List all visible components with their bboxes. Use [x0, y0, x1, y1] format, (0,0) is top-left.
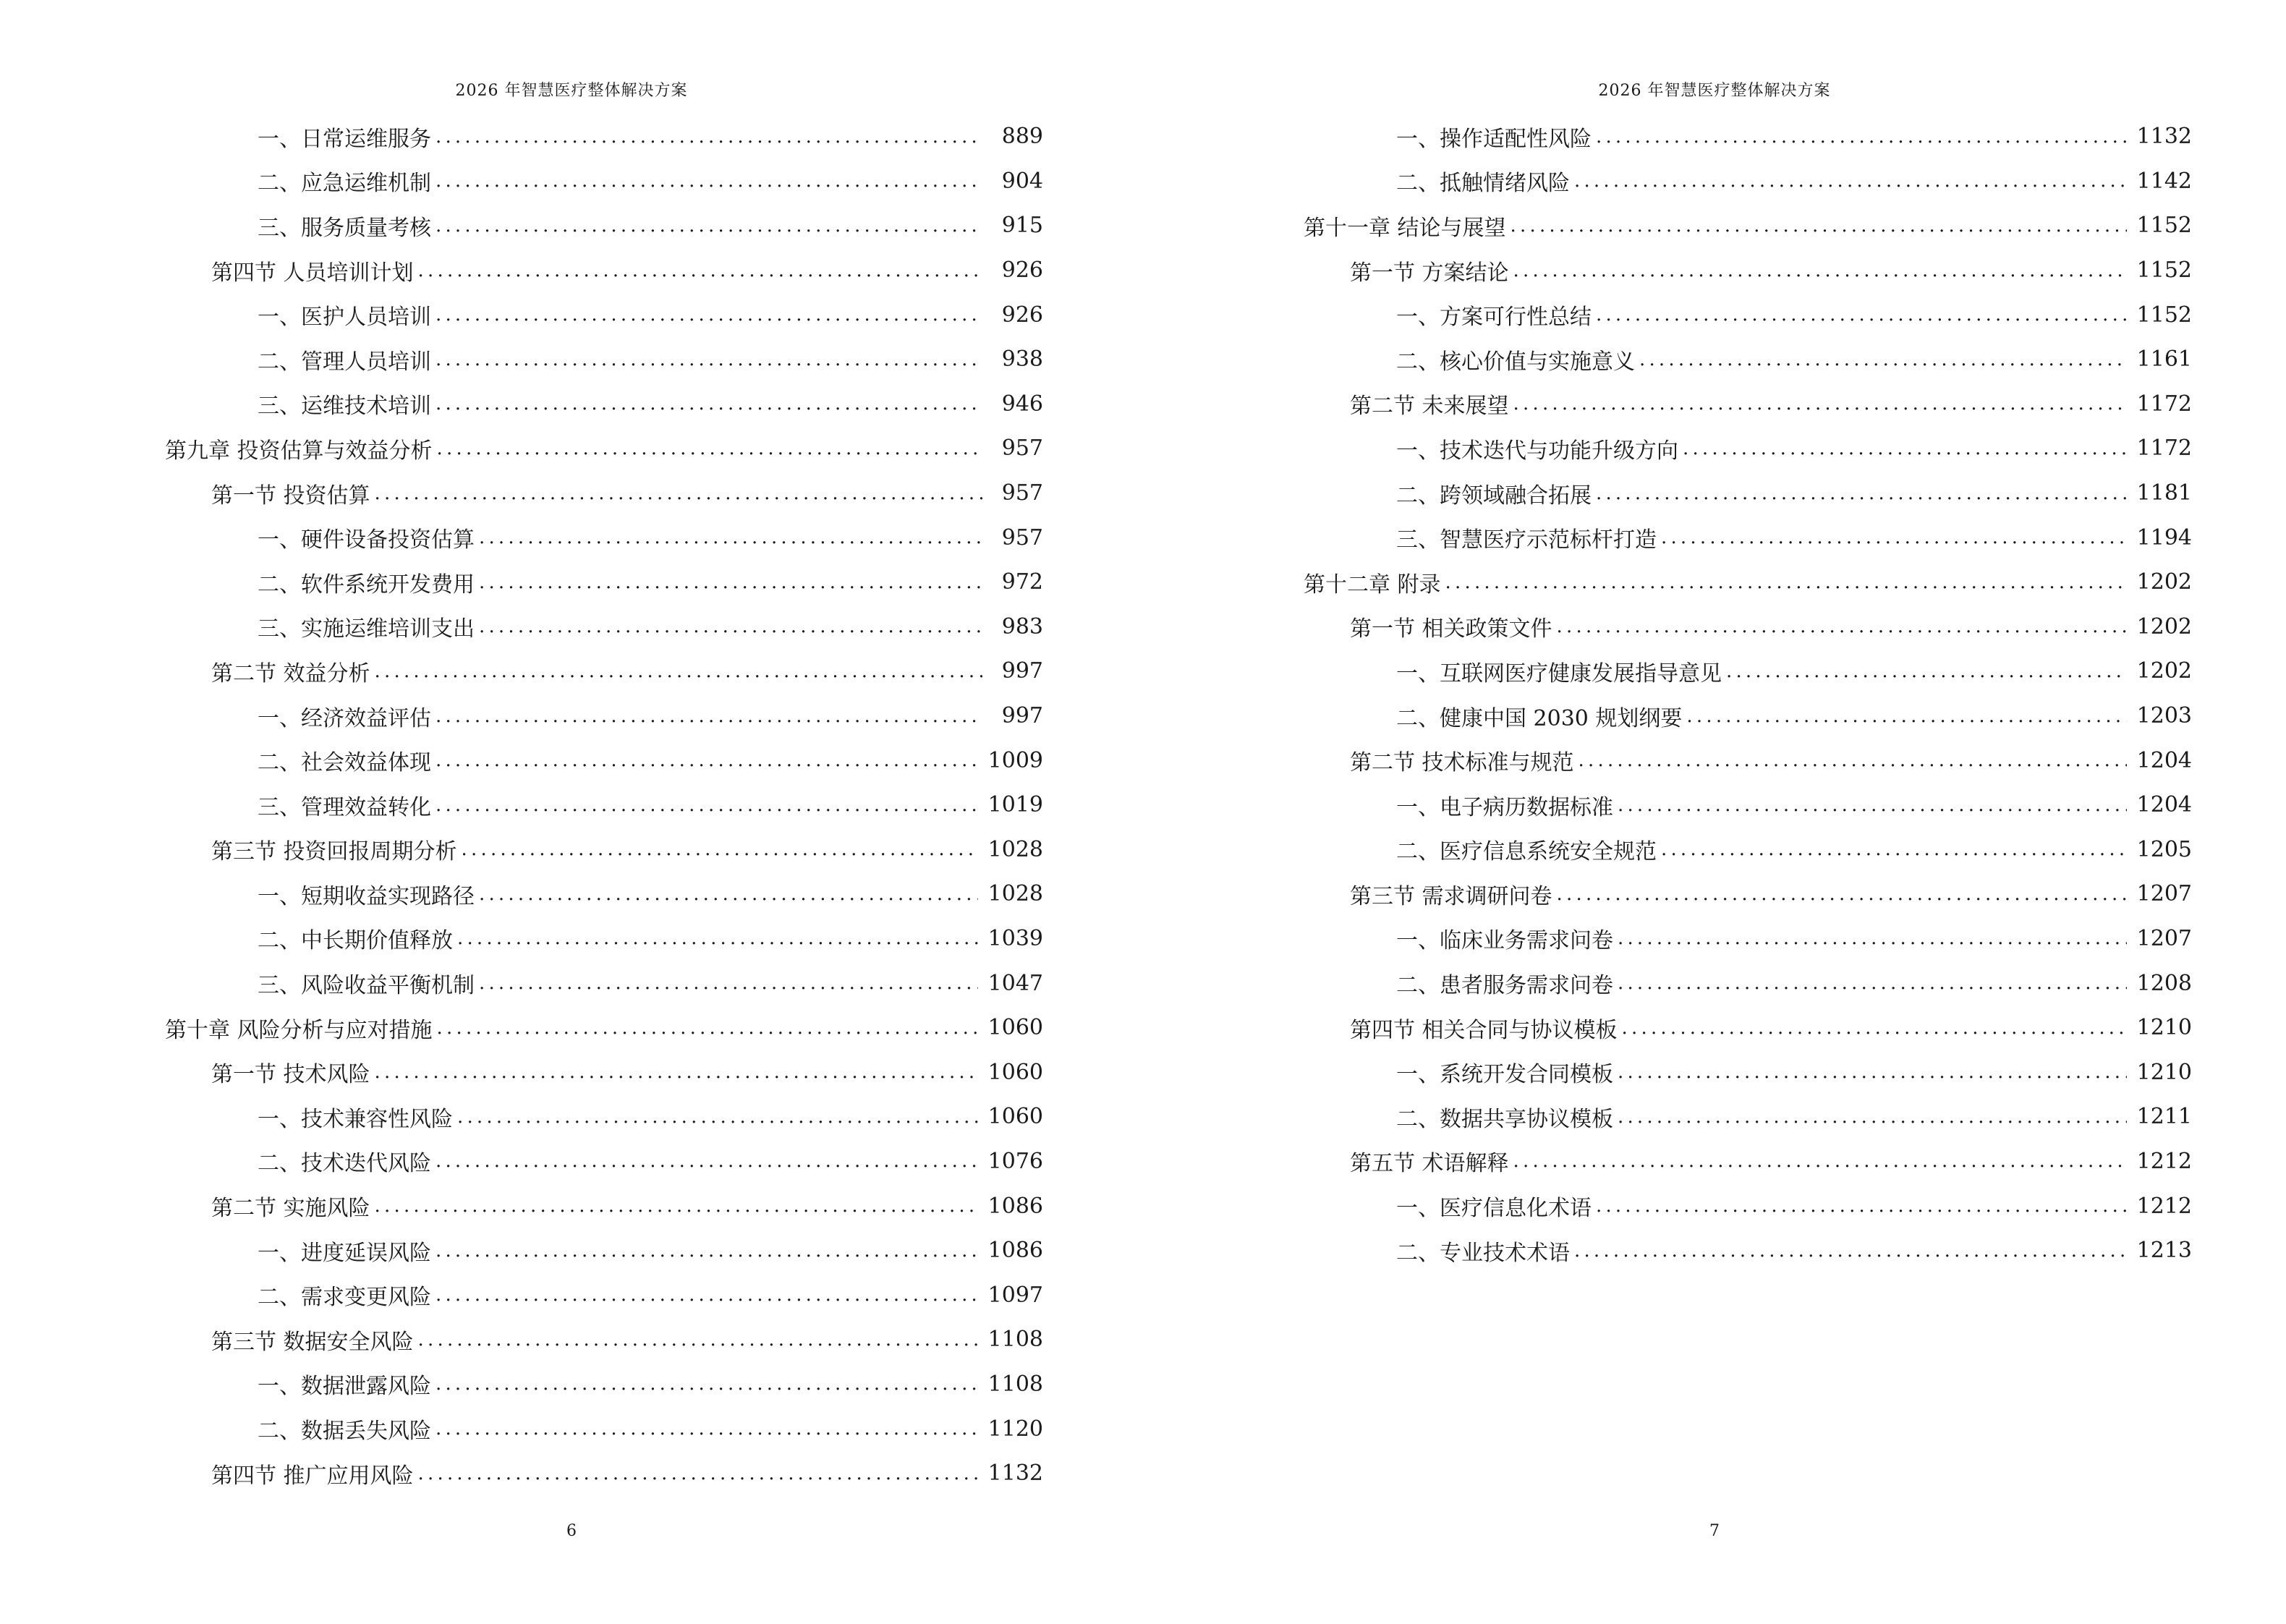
- toc-entry[interactable]: [1304, 560, 2192, 605]
- toc-entry-page-number: 1172: [2136, 435, 2192, 462]
- toc-entry-page-number: 1211: [2136, 1104, 2192, 1130]
- toc-entry-page-number: 904: [1001, 168, 1043, 194]
- page-number: 6: [566, 1522, 577, 1540]
- toc-entry[interactable]: [165, 694, 1043, 739]
- toc-entry-page-number: 983: [1001, 613, 1043, 639]
- toc-entry[interactable]: [165, 917, 1043, 961]
- toc-dot-leader: [479, 617, 982, 636]
- toc-entry[interactable]: [165, 1362, 1043, 1407]
- toc-dot-leader: [1618, 1063, 2127, 1081]
- toc-entry-page-number: 1202: [2136, 569, 2192, 595]
- toc-entry-page-number: 1009: [987, 747, 1043, 773]
- toc-entry-page-number: 1120: [987, 1416, 1043, 1442]
- toc-entry-title: 一、医疗信息化术语: [1396, 1196, 1592, 1222]
- toc-entry-title: 二、跨领域融合拓展: [1396, 482, 1592, 509]
- toc-dot-leader: [435, 1374, 978, 1393]
- toc-dot-leader: [1445, 573, 2127, 592]
- toc-entry-title: 第二节 未来展望: [1350, 394, 1509, 420]
- toc-entry[interactable]: [165, 560, 1043, 605]
- toc-dot-leader: [437, 439, 982, 458]
- toc-entry[interactable]: [165, 248, 1043, 293]
- toc-entry-page-number: 1108: [987, 1371, 1043, 1397]
- page-header: 2026 年智慧医疗整体解决方案: [1598, 82, 1831, 100]
- toc-entry-page-number: 997: [1001, 703, 1043, 729]
- toc-entry-title: 第二节 效益分析: [211, 660, 370, 686]
- toc-entry[interactable]: [165, 292, 1043, 337]
- toc-dot-leader: [435, 350, 982, 369]
- toc-dot-leader: [1574, 1241, 2127, 1260]
- toc-entry-page-number: 1204: [2136, 747, 2192, 773]
- toc-entry-page-number: 1212: [2136, 1193, 2192, 1219]
- toc-entry-page-number: 1152: [2136, 302, 2192, 328]
- toc-entry-title: 第十一章 结论与展望: [1304, 215, 1506, 241]
- toc-dot-leader: [1661, 528, 2127, 547]
- toc-entry-title: 一、系统开发合同模板: [1396, 1062, 1613, 1088]
- toc-entry-title: 第三节 投资回报周期分析: [211, 839, 457, 865]
- toc-dot-leader: [479, 974, 978, 992]
- toc-dot-leader: [435, 127, 982, 146]
- toc-entry[interactable]: [1304, 292, 2192, 337]
- toc-entry-page-number: 1202: [2136, 658, 2192, 684]
- page-header: 2026 年智慧医疗整体解决方案: [455, 82, 688, 100]
- toc-dot-leader: [435, 1241, 978, 1260]
- toc-entry-page-number: 1076: [987, 1148, 1043, 1174]
- toc-entry-page-number: 1161: [2136, 347, 2192, 373]
- toc-entry-page-number: 1060: [987, 1104, 1043, 1130]
- toc-entry-title: 第二节 实施风险: [211, 1196, 370, 1222]
- toc-entry-page-number: 1028: [987, 881, 1043, 907]
- toc-entry-title: 二、软件系统开发费用: [258, 571, 475, 598]
- toc-entry[interactable]: [1304, 159, 2192, 204]
- toc-entry-title: 第三节 数据安全风险: [211, 1329, 414, 1355]
- toc-entry[interactable]: [1304, 783, 2192, 828]
- toc-entry[interactable]: [165, 1451, 1043, 1496]
- toc-entry-page-number: 1097: [987, 1282, 1043, 1308]
- toc-entry-page-number: 1210: [2136, 1015, 2192, 1041]
- toc-dot-leader: [435, 1285, 978, 1304]
- toc-entry[interactable]: [165, 738, 1043, 783]
- toc-dot-leader: [457, 929, 978, 948]
- toc-entry-title: 三、风险收益平衡机制: [258, 973, 475, 999]
- toc-dot-leader: [1683, 439, 2127, 458]
- toc-entry[interactable]: [1304, 694, 2192, 739]
- toc-dot-leader: [437, 1019, 978, 1037]
- toc-entry[interactable]: [1304, 426, 2192, 471]
- toc-entry[interactable]: [165, 471, 1043, 516]
- toc-dot-leader: [435, 1419, 978, 1438]
- toc-entry-title: 一、技术迭代与功能升级方向: [1396, 438, 1678, 464]
- toc-entry-page-number: 1194: [2136, 524, 2192, 550]
- toc-dot-leader: [435, 751, 978, 770]
- toc-dot-leader: [1596, 305, 2127, 324]
- toc-entry-title: 一、经济效益评估: [258, 705, 431, 731]
- toc-entry[interactable]: [1304, 872, 2192, 917]
- toc-dot-leader: [375, 1196, 978, 1215]
- toc-entry-page-number: 1047: [987, 970, 1043, 996]
- toc-entry[interactable]: [165, 649, 1043, 694]
- toc-entry-page-number: 889: [1001, 124, 1043, 150]
- toc-entry-title: 二、数据丢失风险: [258, 1419, 431, 1445]
- toc-entry-title: 二、技术迭代风险: [258, 1151, 431, 1177]
- toc-dot-leader: [1726, 662, 2127, 681]
- toc-entry-title: 一、临床业务需求问卷: [1396, 928, 1613, 954]
- toc-dot-leader: [1618, 796, 2127, 815]
- toc-entry-title: 二、需求变更风险: [258, 1285, 431, 1311]
- toc-entry[interactable]: [1304, 515, 2192, 560]
- toc-entry-title: 第四节 人员培训计划: [211, 260, 414, 286]
- toc-dot-leader: [1557, 617, 2127, 636]
- toc-dot-leader: [375, 662, 982, 681]
- toc-entry-page-number: 957: [1001, 524, 1043, 550]
- toc-entry[interactable]: [1304, 471, 2192, 516]
- toc-entry-page-number: 997: [1001, 658, 1043, 684]
- toc-dot-leader: [1596, 484, 2127, 503]
- toc-entry[interactable]: [165, 1272, 1043, 1317]
- toc-entry-page-number: 1086: [987, 1238, 1043, 1264]
- toc-dot-leader: [479, 528, 982, 547]
- toc-dot-leader: [418, 1330, 978, 1349]
- toc-entry-title: 二、患者服务需求问卷: [1396, 973, 1613, 999]
- toc-entry-page-number: 1210: [2136, 1059, 2192, 1085]
- toc-entry-title: 三、服务质量考核: [258, 215, 431, 241]
- toc-entry[interactable]: [1304, 1183, 2192, 1228]
- toc-entry[interactable]: [165, 961, 1043, 1006]
- toc-dot-leader: [462, 840, 978, 859]
- toc-dot-leader: [1513, 1152, 2127, 1170]
- toc-dot-leader: [435, 171, 982, 190]
- toc-entry-title: 三、运维技术培训: [258, 394, 431, 420]
- toc-entry-page-number: 1142: [2136, 168, 2192, 194]
- toc-dot-leader: [375, 1063, 978, 1081]
- toc-entry-page-number: 915: [1001, 213, 1043, 239]
- toc-entry-title: 一、电子病历数据标准: [1396, 794, 1613, 820]
- toc-entry-title: 第一节 相关政策文件: [1350, 616, 1552, 642]
- toc-entry-page-number: 957: [1001, 435, 1043, 462]
- toc-entry-title: 一、方案可行性总结: [1396, 305, 1592, 331]
- toc-entry-title: 一、技术兼容性风险: [258, 1106, 453, 1132]
- toc-entry-title: 第一节 技术风险: [211, 1062, 370, 1088]
- toc-entry-page-number: 1019: [987, 792, 1043, 818]
- toc-entry-title: 一、数据泄露风险: [258, 1374, 431, 1400]
- toc-list: [165, 114, 1043, 1495]
- toc-dot-leader: [479, 573, 982, 592]
- toc-entry[interactable]: [1304, 114, 2192, 159]
- toc-entry-page-number: 1208: [2136, 970, 2192, 996]
- toc-entry-title: 第四节 相关合同与协议模板: [1350, 1017, 1618, 1043]
- toc-entry-title: 二、医疗信息系统安全规范: [1396, 839, 1657, 865]
- toc-entry-title: 一、硬件设备投资估算: [258, 527, 475, 553]
- toc-entry-page-number: 938: [1001, 347, 1043, 373]
- toc-entry[interactable]: [1304, 961, 2192, 1006]
- toc-dot-leader: [1661, 840, 2127, 859]
- toc-entry[interactable]: [165, 1050, 1043, 1094]
- toc-entry[interactable]: [1304, 649, 2192, 694]
- toc-entry[interactable]: [1304, 605, 2192, 650]
- toc-entry-title: 第一节 投资估算: [211, 482, 370, 509]
- toc-entry-title: 一、日常运维服务: [258, 126, 431, 152]
- toc-entry-title: 第三节 需求调研问卷: [1350, 883, 1552, 909]
- toc-entry-page-number: 1213: [2136, 1238, 2192, 1264]
- toc-entry[interactable]: [1304, 828, 2192, 872]
- toc-dot-leader: [435, 796, 978, 815]
- toc-entry-title: 二、专业技术术语: [1396, 1240, 1570, 1266]
- toc-dot-leader: [1510, 216, 2127, 235]
- toc-dot-leader: [1513, 261, 2127, 280]
- toc-entry[interactable]: [165, 337, 1043, 382]
- toc-entry[interactable]: [165, 1317, 1043, 1362]
- toc-entry[interactable]: [1304, 1050, 2192, 1094]
- toc-dot-leader: [1513, 394, 2127, 413]
- toc-entry[interactable]: [1304, 248, 2192, 293]
- toc-dot-leader: [479, 885, 978, 904]
- toc-entry-page-number: 957: [1001, 480, 1043, 506]
- toc-entry[interactable]: [165, 203, 1043, 248]
- toc-entry[interactable]: [165, 1183, 1043, 1228]
- toc-entry-title: 一、操作适配性风险: [1396, 126, 1592, 152]
- toc-entry-page-number: 1039: [987, 925, 1043, 951]
- toc-entry[interactable]: [165, 872, 1043, 917]
- toc-entry-title: 第二节 技术标准与规范: [1350, 750, 1574, 776]
- toc-entry[interactable]: [1304, 382, 2192, 427]
- toc-entry-title: 一、医护人员培训: [258, 305, 431, 331]
- toc-entry-page-number: 1203: [2136, 703, 2192, 729]
- toc-entry[interactable]: [165, 828, 1043, 872]
- toc-entry-title: 第一节 方案结论: [1350, 260, 1509, 286]
- toc-entry-page-number: 1086: [987, 1193, 1043, 1219]
- toc-entry[interactable]: [165, 1228, 1043, 1273]
- toc-entry-page-number: 1202: [2136, 613, 2192, 639]
- toc-dot-leader: [1622, 1019, 2127, 1037]
- toc-entry-page-number: 1028: [987, 836, 1043, 862]
- toc-entry-title: 二、健康中国 2030 规划纲要: [1396, 705, 1683, 731]
- toc-entry-title: 三、管理效益转化: [258, 794, 431, 820]
- toc-entry[interactable]: [165, 605, 1043, 650]
- toc-entry-page-number: 1205: [2136, 836, 2192, 862]
- toc-dot-leader: [1639, 350, 2127, 369]
- toc-dot-leader: [1596, 1196, 2127, 1215]
- toc-entry-title: 一、短期收益实现路径: [258, 883, 475, 909]
- toc-dot-leader: [418, 1464, 978, 1483]
- toc-dot-leader: [435, 707, 982, 726]
- toc-entry-page-number: 926: [1001, 302, 1043, 328]
- toc-entry-title: 二、应急运维机制: [258, 171, 431, 197]
- toc-entry[interactable]: [165, 783, 1043, 828]
- toc-entry[interactable]: [165, 1139, 1043, 1184]
- toc-entry-title: 一、进度延误风险: [258, 1240, 431, 1266]
- toc-dot-leader: [435, 1152, 978, 1170]
- toc-entry[interactable]: [165, 426, 1043, 471]
- toc-entry-page-number: 1204: [2136, 792, 2192, 818]
- toc-entry-title: 一、互联网医疗健康发展指导意见: [1396, 660, 1722, 686]
- toc-entry-page-number: 1060: [987, 1015, 1043, 1041]
- toc-dot-leader: [1618, 974, 2127, 992]
- toc-entry-page-number: 946: [1001, 391, 1043, 417]
- toc-dot-leader: [457, 1108, 978, 1126]
- toc-dot-leader: [435, 394, 982, 413]
- toc-entry[interactable]: [165, 382, 1043, 427]
- toc-entry[interactable]: [165, 159, 1043, 204]
- toc-entry-title: 三、智慧医疗示范标杆打造: [1396, 527, 1657, 553]
- toc-entry-title: 二、管理人员培训: [258, 349, 431, 375]
- toc-entry-page-number: 1132: [987, 1461, 1043, 1487]
- toc-entry-title: 第九章 投资估算与效益分析: [165, 438, 433, 464]
- toc-dot-leader: [1686, 707, 2126, 726]
- toc-entry-page-number: 1172: [2136, 391, 2192, 417]
- toc-entry[interactable]: [1304, 203, 2192, 248]
- toc-entry-page-number: 1207: [2136, 881, 2192, 907]
- toc-entry-page-number: 1152: [2136, 213, 2192, 239]
- toc-entry-title: 第四节 推广应用风险: [211, 1463, 414, 1489]
- toc-entry[interactable]: [1304, 1006, 2192, 1050]
- toc-entry[interactable]: [165, 1094, 1043, 1139]
- toc-list: [1304, 114, 2192, 1272]
- toc-entry[interactable]: [1304, 1139, 2192, 1184]
- toc-entry[interactable]: [165, 1006, 1043, 1050]
- toc-entry-page-number: 1181: [2136, 480, 2192, 506]
- toc-dot-leader: [435, 305, 982, 324]
- toc-dot-leader: [1557, 885, 2127, 904]
- toc-dot-leader: [1618, 1108, 2127, 1126]
- toc-entry[interactable]: [1304, 1228, 2192, 1273]
- toc-entry[interactable]: [1304, 1094, 2192, 1139]
- toc-entry-page-number: 1108: [987, 1327, 1043, 1353]
- toc-entry-page-number: 1212: [2136, 1148, 2192, 1174]
- toc-entry-title: 第十章 风险分析与应对措施: [165, 1017, 433, 1043]
- toc-entry-title: 二、社会效益体现: [258, 750, 431, 776]
- toc-dot-leader: [1596, 127, 2127, 146]
- toc-entry-title: 三、实施运维培训支出: [258, 616, 475, 642]
- toc-entry-title: 第五节 术语解释: [1350, 1151, 1509, 1177]
- toc-entry-page-number: 1152: [2136, 258, 2192, 284]
- page-number: 7: [1709, 1522, 1720, 1540]
- toc-entry-title: 二、抵触情绪风险: [1396, 171, 1570, 197]
- toc-dot-leader: [1618, 929, 2127, 948]
- toc-dot-leader: [375, 484, 982, 503]
- toc-entry-page-number: 972: [1001, 569, 1043, 595]
- toc-entry-title: 二、数据共享协议模板: [1396, 1106, 1613, 1132]
- toc-dot-leader: [1574, 171, 2127, 190]
- toc-entry[interactable]: [165, 1406, 1043, 1451]
- toc-dot-leader: [418, 261, 982, 280]
- toc-dot-leader: [1578, 751, 2127, 770]
- toc-entry[interactable]: [1304, 337, 2192, 382]
- toc-entry-page-number: 926: [1001, 258, 1043, 284]
- toc-entry[interactable]: [1304, 917, 2192, 961]
- toc-entry-title: 二、核心价值与实施意义: [1396, 349, 1635, 375]
- toc-entry[interactable]: [165, 515, 1043, 560]
- toc-entry[interactable]: [1304, 738, 2192, 783]
- toc-entry-page-number: 1132: [2136, 124, 2192, 150]
- toc-dot-leader: [435, 216, 982, 235]
- right-page: [1143, 0, 2286, 1624]
- toc-entry[interactable]: [165, 114, 1043, 159]
- toc-entry-title: 第十二章 附录: [1304, 571, 1441, 598]
- toc-entry-page-number: 1060: [987, 1059, 1043, 1085]
- toc-entry-title: 二、中长期价值释放: [258, 928, 453, 954]
- toc-entry-page-number: 1207: [2136, 925, 2192, 951]
